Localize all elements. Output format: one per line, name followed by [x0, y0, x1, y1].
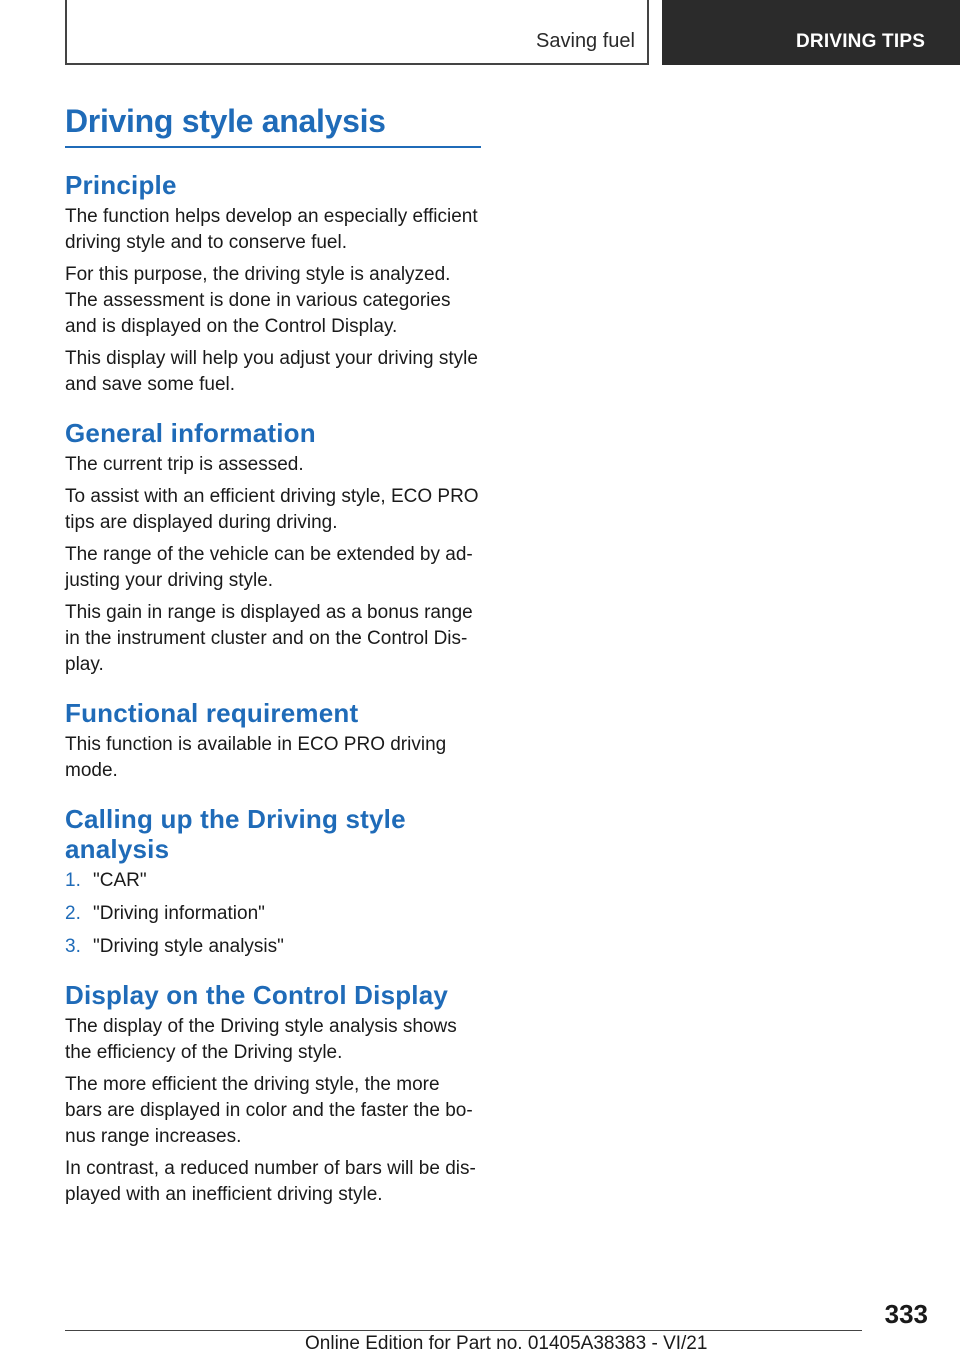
general-paragraph: The range of the vehicle can be extended by adjusting your driving style. [65, 544, 473, 591]
heading-general-information: General information [65, 418, 316, 448]
step-number: 1. [65, 870, 81, 891]
heading-calling-up: Calling up the Driving style analysis [65, 804, 406, 864]
display-paragraph: The display of the Driving style analysis shows the efficiency of the Driving style. [65, 1016, 457, 1063]
display-paragraph: In contrast, a reduced number of bars will be displayed with an inefficient driving style. [65, 1158, 476, 1205]
main-content [65, 170, 481, 1214]
heading-principle: Principle [65, 170, 177, 200]
heading-functional-requirement: Functional requirement [65, 698, 359, 728]
step-item [65, 901, 481, 927]
step-item [65, 868, 481, 894]
title-divider [65, 146, 481, 148]
header-section-label: Saving fuel [536, 30, 635, 52]
page-title: Driving style analysis [65, 103, 386, 139]
header-chapter-tab [662, 0, 960, 65]
requirement-paragraph: This function is available in ECO PRO driving mode. [65, 734, 447, 781]
header-section-box [65, 0, 649, 65]
general-paragraph: The current trip is assessed. [65, 454, 304, 475]
principle-paragraph: The function helps develop an especially efficient driving style and to conserve fuel. [65, 206, 478, 253]
principle-paragraph: This display will help you adjust your driving style and save some fuel. [65, 348, 478, 395]
footer-divider [65, 1330, 862, 1331]
heading-display: Display on the Control Display [65, 980, 449, 1010]
general-paragraph: To assist with an efficient driving style, ECO PRO tips are displayed during driving. [65, 486, 479, 533]
step-text: "Driving style analysis" [93, 936, 284, 957]
step-text: "Driving information" [93, 903, 265, 924]
step-number: 3. [65, 936, 81, 957]
general-paragraph: This gain in range is displayed as a bonus range in the instrument cluster and on the Control Display. [65, 602, 473, 675]
step-text: "CAR" [93, 870, 147, 891]
steps-list [65, 868, 481, 960]
display-paragraph: The more efficient the driving style, the more bars are displayed in color and the faster the bonus range increases. [65, 1074, 473, 1147]
header-chapter-label: DRIVING TIPS [796, 31, 926, 52]
step-number: 2. [65, 903, 81, 924]
step-item [65, 934, 481, 960]
footer-edition: Online Edition for Part no. 01405A38383 - VI/21 [305, 1333, 708, 1354]
principle-paragraph: For this purpose, the driving style is analyzed. The assessment is done in various categories and is displayed on the Control Display. [65, 264, 451, 337]
page-number: 333 [884, 1299, 928, 1329]
